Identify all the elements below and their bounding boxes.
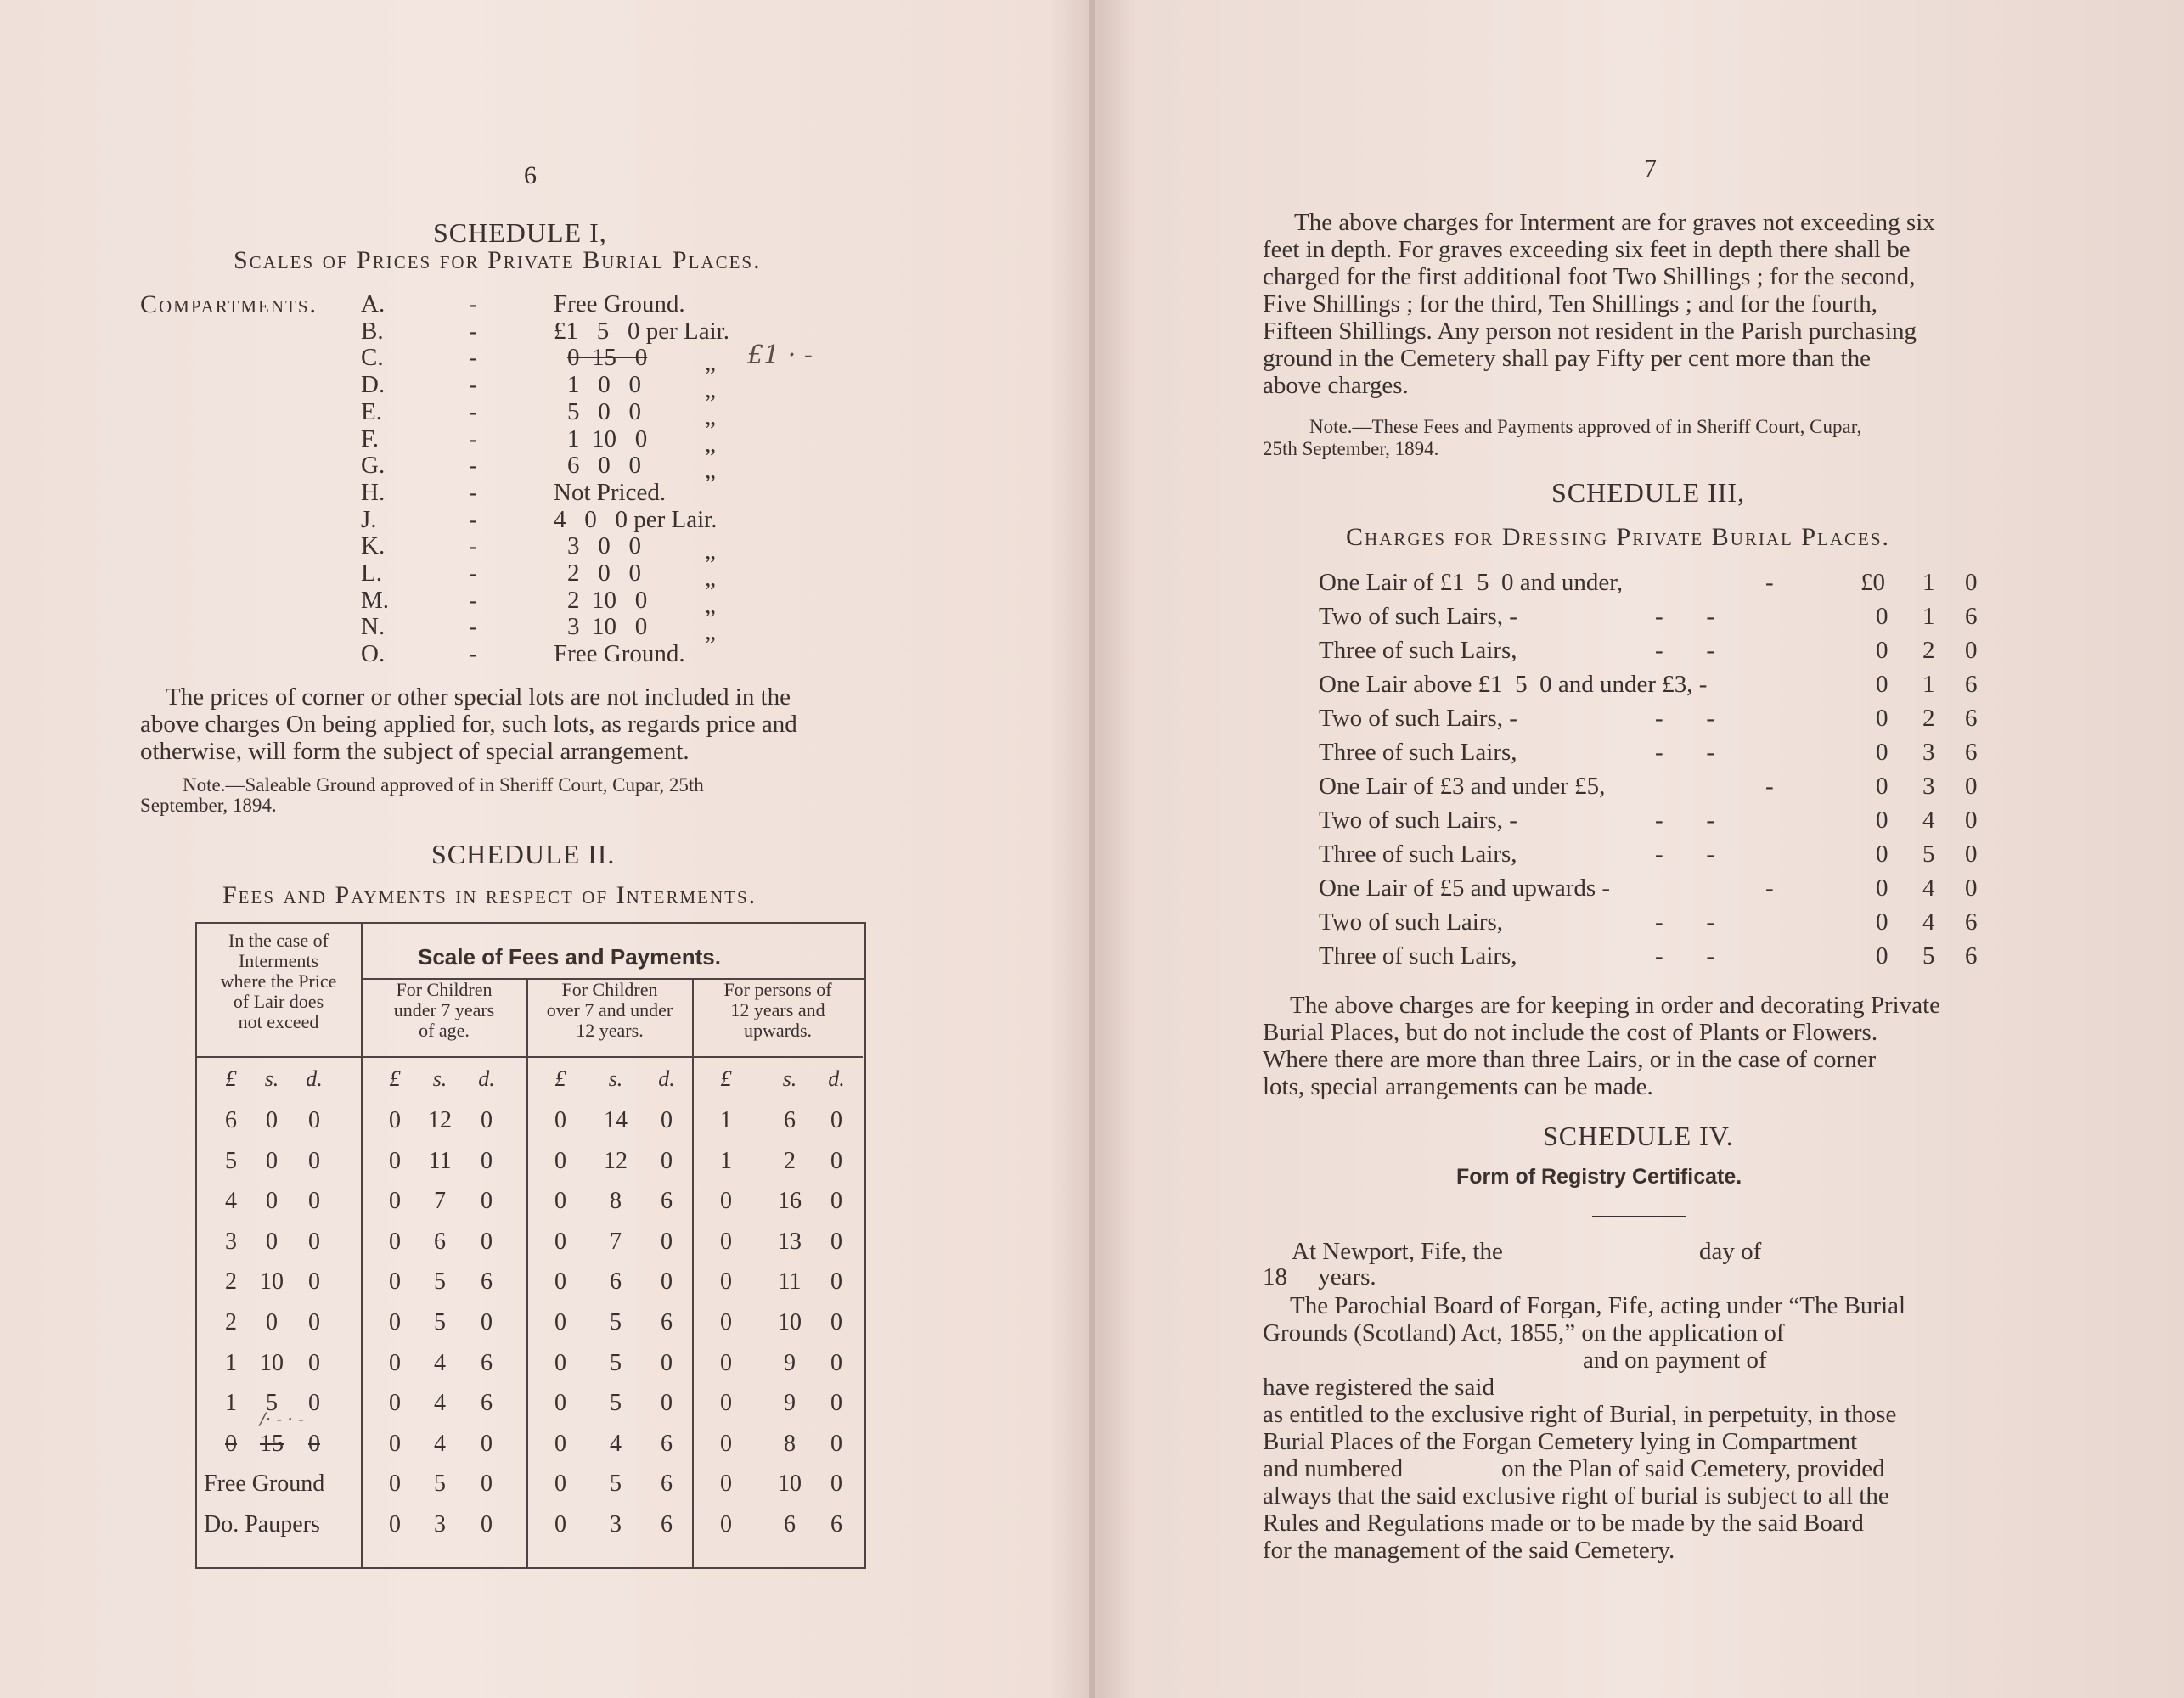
adult-fee-cell: 0	[720, 1431, 732, 1457]
c12-fee-cell: 4	[610, 1431, 622, 1457]
c7-fee-cell: 5	[434, 1470, 446, 1497]
lair-price-cell: 1	[225, 1350, 237, 1376]
c7-fee-cell: 4	[434, 1431, 446, 1457]
compartment-price: 1 10 0	[567, 425, 648, 453]
adult-fee-cell: 10	[778, 1309, 802, 1335]
adult-fee-cell: 9	[784, 1350, 796, 1376]
compartment-letter: E.	[361, 398, 382, 425]
dressing-label: One Lair of £3 and under £5,	[1319, 773, 1606, 800]
c7-fee-cell: 0	[389, 1309, 401, 1335]
compartment-dash: -	[469, 371, 477, 398]
c7-fee-cell: 0	[389, 1148, 401, 1174]
lair-price-cell: 0	[308, 1431, 320, 1457]
adult-fee-cell: 0	[720, 1188, 732, 1214]
leader-dashes: - -	[1655, 705, 1715, 732]
c12-fee-cell: 6	[661, 1511, 673, 1538]
c7-fee-cell: 0	[481, 1431, 493, 1457]
c7-fee-cell: 0	[481, 1188, 493, 1214]
intro-paragraph: feet in depth. For graves exceeding six feet in depth there shall be charged for the first additional foot Two Shillings ; for the second, Five Shillings ; for the third, Ten Shillings ; and for the fourth, Fifteen Shillings. Any person not resident in the Parish purchasing ground in the Cemetery shall pay Fifty per cent more than the above charges.	[1263, 236, 1917, 399]
compartment-price: 3 0 0	[567, 532, 641, 559]
c12-fee-cell: 0	[661, 1390, 673, 1416]
lair-price-cell: 0	[308, 1268, 320, 1295]
c7-fee-cell: 0	[481, 1470, 493, 1497]
lair-price-cell: 0	[266, 1148, 278, 1174]
compartments-label: Compartments.	[140, 290, 318, 318]
row-label: Free Ground	[204, 1470, 325, 1497]
adult-fee-cell: 0	[830, 1148, 842, 1174]
c7-fee-cell: 7	[434, 1188, 446, 1214]
compartment-price: 2 10 0	[567, 587, 648, 614]
ditto-mark: „	[705, 403, 716, 430]
dressing-label: Three of such Lairs,	[1319, 841, 1517, 868]
compartment-price: Not Priced.	[554, 479, 667, 506]
dressing-amount: 2	[1922, 637, 1935, 664]
dressing-amount: 6	[1965, 942, 1978, 970]
c12-fee-cell: 6	[610, 1268, 622, 1295]
adult-fee-cell: 0	[830, 1390, 842, 1416]
ditto-mark: „	[705, 376, 716, 403]
unit-label: £	[389, 1066, 401, 1091]
c7-fee-cell: 5	[434, 1309, 446, 1335]
c7-fee-cell: 4	[434, 1390, 446, 1416]
leader-dashes: - -	[1655, 807, 1715, 834]
lair-price-cell: 10	[260, 1268, 284, 1295]
lair-price-cell: 5	[266, 1390, 278, 1416]
lair-price-cell: 0	[225, 1431, 237, 1457]
c12-fee-cell: 0	[554, 1470, 566, 1497]
adult-fee-cell: 1	[720, 1148, 732, 1174]
adult-fee-cell: 0	[720, 1470, 732, 1497]
ditto-mark: „	[705, 565, 716, 592]
compartment-price: £1 5 0 per Lair.	[554, 318, 729, 345]
lair-price-cell: 0	[308, 1390, 320, 1416]
adult-fee-cell: 8	[784, 1431, 796, 1457]
scale-header: Scale of Fees and Payments.	[418, 944, 721, 970]
c7-fee-cell: 12	[428, 1107, 452, 1133]
dressing-amount: 6	[1965, 739, 1978, 766]
unit-label: s.	[782, 1066, 797, 1091]
lair-price-cell: 0	[308, 1350, 320, 1376]
para-line: above charges On being applied for, such lots, as regards price and	[140, 711, 797, 738]
adult-fee-cell: 2	[784, 1148, 796, 1174]
dressing-amount: 0	[1876, 841, 1888, 868]
adult-fee-cell: 0	[720, 1350, 732, 1376]
dressing-label: One Lair of £1 5 0 and under,	[1319, 569, 1624, 596]
handwritten-correction: £1 · -	[747, 340, 813, 370]
compartment-price: 3 10 0	[567, 613, 648, 640]
c12-fee-cell: 0	[661, 1229, 673, 1255]
c12-fee-cell: 5	[610, 1470, 622, 1497]
dressing-label: One Lair above £1 5 0 and under £3, -	[1319, 671, 1708, 698]
schedule-3-subtitle: Charges for Dressing Private Burial Places.	[1346, 523, 1891, 551]
ditto-mark: „	[705, 349, 716, 376]
ditto-mark: „	[705, 430, 716, 458]
adult-fee-cell: 0	[720, 1511, 732, 1538]
leader-dashes: - -	[1655, 908, 1715, 936]
c12-fee-cell: 6	[661, 1431, 673, 1457]
adult-fee-cell: 1	[720, 1107, 732, 1133]
adult-fee-cell: 11	[778, 1268, 802, 1295]
c12-fee-cell: 0	[554, 1229, 566, 1255]
compartment-letter: D.	[361, 371, 386, 398]
adult-fee-cell: 0	[720, 1268, 732, 1295]
schedule-1-subtitle: Scales of Prices for Private Burial Places.	[234, 246, 762, 274]
adult-fee-cell: 0	[830, 1188, 842, 1214]
adult-fee-cell: 6	[784, 1511, 796, 1538]
adult-fee-cell: 0	[830, 1431, 842, 1457]
schedule-3-paragraph-first: The above charges are for keeping in order and decorating Private	[1290, 992, 1941, 1019]
dressing-amount: 0	[1965, 841, 1978, 868]
c7-fee-cell: 6	[481, 1390, 493, 1416]
lair-price-cell: 0	[308, 1107, 320, 1133]
adult-fee-cell: 6	[830, 1511, 842, 1538]
c7-fee-cell: 0	[389, 1511, 401, 1538]
compartment-letter: G.	[361, 452, 386, 479]
compartment-letter: O.	[361, 640, 386, 667]
c12-fee-cell: 0	[554, 1148, 566, 1174]
dressing-amount: 4	[1922, 807, 1935, 834]
c7-fee-cell: 0	[389, 1390, 401, 1416]
certificate-line: and numbered on the Plan of said Cemetery, provided	[1263, 1455, 1885, 1482]
c7-fee-cell: 3	[434, 1511, 446, 1538]
adult-fee-cell: 13	[778, 1229, 802, 1255]
compartment-letter: N.	[361, 613, 386, 640]
row-label: Do. Paupers	[204, 1511, 320, 1538]
lair-price-cell: 0	[266, 1188, 278, 1214]
certificate-line: and on payment of	[1583, 1347, 1767, 1374]
dressing-amount: 5	[1922, 841, 1935, 868]
c12-fee-cell: 0	[554, 1188, 566, 1214]
dressing-amount: 3	[1922, 773, 1935, 800]
lair-price-cell: 0	[308, 1148, 320, 1174]
compartment-letter: F.	[361, 425, 380, 453]
certificate-line: have registered the said	[1263, 1374, 1494, 1401]
lair-price-cell: 3	[225, 1229, 237, 1255]
compartment-letter: C.	[361, 344, 384, 371]
c12-fee-cell: 0	[554, 1511, 566, 1538]
adult-fee-cell: 0	[830, 1309, 842, 1335]
c12-fee-cell: 0	[554, 1107, 566, 1133]
c12-fee-cell: 0	[661, 1148, 673, 1174]
c12-fee-cell: 0	[661, 1268, 673, 1295]
compartment-dash: -	[469, 587, 477, 614]
leader-dashes: - -	[1655, 637, 1715, 664]
dressing-amount: 6	[1965, 705, 1978, 732]
schedule-4-subtitle: Form of Registry Certificate.	[1456, 1165, 1742, 1189]
certificate-line-1-right: day of	[1699, 1238, 1762, 1265]
leader-dashes: -	[1765, 773, 1774, 800]
compartment-letter: L.	[361, 559, 382, 587]
lair-price-cell: 1	[225, 1390, 237, 1416]
c7-fee-cell: 0	[481, 1107, 493, 1133]
lair-price-cell: 4	[225, 1188, 237, 1214]
dressing-amount: 1	[1922, 671, 1935, 698]
compartment-price: 2 0 0	[567, 559, 641, 587]
adult-fee-cell: 9	[784, 1390, 796, 1416]
lair-price-cell: 0	[266, 1107, 278, 1133]
dressing-amount: 1	[1922, 569, 1935, 596]
c7-fee-cell: 0	[389, 1470, 401, 1497]
c12-fee-cell: 0	[661, 1350, 673, 1376]
dressing-amount: 5	[1922, 942, 1935, 970]
dressing-amount: £0	[1860, 569, 1885, 596]
unit-label: d.	[478, 1066, 495, 1091]
unit-label: d.	[306, 1066, 323, 1091]
fees-note-2: 25th September, 1894.	[1263, 438, 1439, 459]
c12-fee-cell: 12	[604, 1148, 628, 1174]
adult-fee-cell: 6	[784, 1107, 796, 1133]
compartment-letter: M.	[361, 587, 390, 614]
dressing-amount: 0	[1965, 773, 1978, 800]
dressing-label: Two of such Lairs, -	[1319, 807, 1517, 834]
adult-fee-cell: 0	[720, 1309, 732, 1335]
schedule-4-title: SCHEDULE IV.	[1543, 1121, 1734, 1151]
compartment-letter: B.	[361, 318, 384, 345]
c7-fee-cell: 0	[389, 1107, 401, 1133]
unit-label: s.	[608, 1066, 623, 1091]
handwritten-correction: /· - · -	[259, 1408, 305, 1429]
unit-label: £	[720, 1066, 732, 1091]
compartment-price: Free Ground.	[554, 290, 685, 318]
compartment-price: 0 15 0	[567, 344, 648, 371]
certificate-line-2: 18 years.	[1263, 1263, 1376, 1290]
lair-price-cell: 6	[225, 1107, 237, 1133]
ditto-mark: „	[705, 537, 716, 565]
dressing-amount: 6	[1965, 603, 1978, 630]
c7-fee-cell: 0	[481, 1511, 493, 1538]
dressing-amount: 0	[1965, 637, 1978, 664]
c7-fee-cell: 0	[389, 1188, 401, 1214]
leader-dashes: - -	[1655, 942, 1715, 970]
dressing-label: Two of such Lairs, -	[1319, 603, 1517, 630]
leader-dashes: -	[1765, 874, 1774, 902]
c12-fee-cell: 8	[610, 1188, 622, 1214]
divider-rule	[1592, 1216, 1686, 1217]
c12-fee-cell: 0	[554, 1350, 566, 1376]
c7-fee-cell: 0	[389, 1229, 401, 1255]
lair-price-cell: 2	[225, 1268, 237, 1295]
dressing-amount: 6	[1965, 671, 1978, 698]
left-page	[0, 0, 1089, 1698]
leader-dashes: - -	[1655, 739, 1715, 766]
schedule-2-title: SCHEDULE II.	[431, 839, 616, 869]
unit-label: d.	[658, 1066, 675, 1091]
adult-fee-cell: 0	[830, 1350, 842, 1376]
dressing-amount: 4	[1922, 874, 1935, 902]
certificate-line: Grounds (Scotland) Act, 1855,” on the application of	[1263, 1319, 1785, 1347]
lair-price-header: In the case of Interments where the Price of Lair does not exceed	[220, 930, 337, 1032]
note-line: September, 1894.	[140, 795, 277, 816]
dressing-amount: 0	[1876, 874, 1888, 902]
c7-fee-cell: 5	[434, 1268, 446, 1295]
dressing-label: Three of such Lairs,	[1319, 637, 1517, 664]
compartment-dash: -	[469, 506, 477, 533]
leader-dashes: - -	[1655, 841, 1715, 868]
c12-fee-cell: 0	[554, 1309, 566, 1335]
adult-fee-cell: 10	[778, 1470, 802, 1497]
c12-fee-cell: 14	[604, 1107, 628, 1133]
certificate-line: always that the said exclusive right of burial is subject to all the	[1263, 1482, 1889, 1510]
c7-fee-cell: 11	[428, 1148, 452, 1174]
schedule-1-note-2	[140, 795, 277, 817]
dressing-amount: 0	[1876, 807, 1888, 834]
schedule-3-paragraph: Burial Places, but do not include the cost of Plants or Flowers. Where there are more than three Lairs, or in the case of corner lots, special arrangements can be made.	[1263, 1019, 1878, 1100]
lair-price-cell: 15	[260, 1431, 284, 1457]
lair-price-cell: 0	[308, 1309, 320, 1335]
certificate-line: as entitled to the exclusive right of Burial, in perpetuity, in those	[1263, 1401, 1897, 1428]
dressing-amount: 0	[1965, 874, 1978, 902]
schedule-1-paragraph	[166, 683, 930, 711]
compartment-dash: -	[469, 398, 477, 425]
c7-fee-cell: 4	[434, 1350, 446, 1376]
compartment-dash: -	[469, 318, 477, 345]
dressing-amount: 0	[1876, 908, 1888, 936]
ditto-mark: „	[705, 592, 716, 619]
c12-fee-cell: 6	[661, 1470, 673, 1497]
c7-fee-cell: 0	[481, 1229, 493, 1255]
lair-price-cell: 0	[266, 1229, 278, 1255]
c12-fee-cell: 7	[610, 1229, 622, 1255]
compartment-letter: A.	[361, 290, 386, 318]
certificate-line: for the management of the said Cemetery.	[1263, 1537, 1675, 1564]
compartment-price: 4 0 0 per Lair.	[554, 506, 718, 533]
lair-price-cell: 10	[260, 1350, 284, 1376]
compartment-dash: -	[469, 613, 477, 640]
unit-label: £	[225, 1066, 237, 1091]
dressing-amount: 3	[1922, 739, 1935, 766]
c12-fee-cell: 6	[661, 1188, 673, 1214]
schedule-1-note	[183, 774, 947, 796]
ditto-mark: „	[705, 618, 716, 645]
certificate-line: Rules and Regulations made or to be made by the said Board	[1263, 1510, 1864, 1537]
unit-label: £	[554, 1066, 566, 1091]
dressing-amount: 0	[1876, 637, 1888, 664]
dressing-amount: 4	[1922, 908, 1935, 936]
c12-fee-cell: 5	[610, 1350, 622, 1376]
adult-fee-cell: 0	[720, 1229, 732, 1255]
adult-fee-cell: 0	[830, 1229, 842, 1255]
compartment-dash: -	[469, 559, 477, 587]
dressing-label: Three of such Lairs,	[1319, 942, 1517, 970]
ditto-mark: „	[705, 457, 716, 484]
schedule-3-title: SCHEDULE III,	[1551, 477, 1746, 508]
dressing-label: One Lair of £5 and upwards -	[1319, 874, 1611, 902]
fees-note: Note.—These Fees and Payments approved of in Sheriff Court, Cupar,	[1309, 416, 1862, 437]
dressing-amount: 6	[1965, 908, 1978, 936]
c12-fee-cell: 0	[554, 1268, 566, 1295]
dressing-label: Two of such Lairs,	[1319, 908, 1504, 936]
adult-fee-cell: 0	[830, 1470, 842, 1497]
compartment-dash: -	[469, 479, 477, 506]
unit-label: s.	[432, 1066, 447, 1091]
unit-label: s.	[264, 1066, 279, 1091]
schedule-1-title: SCHEDULE I,	[433, 217, 607, 248]
note-line: Note.—Saleable Ground approved of in Sheriff Court, Cupar, 25th	[183, 774, 704, 796]
dressing-amount: 0	[1876, 671, 1888, 698]
dressing-amount: 1	[1922, 603, 1935, 630]
compartment-dash: -	[469, 640, 477, 667]
compartment-dash: -	[469, 425, 477, 453]
c7-fee-cell: 6	[481, 1268, 493, 1295]
compartment-letter: H.	[361, 479, 386, 506]
page-number: 7	[1644, 155, 1657, 183]
dressing-amount: 0	[1965, 807, 1978, 834]
unit-label: d.	[828, 1066, 845, 1091]
schedule-2-subtitle: Fees and Payments in respect of Interments.	[222, 881, 757, 909]
compartment-dash: -	[469, 344, 477, 371]
dressing-amount: 0	[1876, 705, 1888, 732]
intro-paragraph-first: The above charges for Interment are for graves not exceeding six	[1294, 209, 1935, 236]
compartment-price: 5 0 0	[567, 398, 641, 425]
dressing-amount: 0	[1876, 739, 1888, 766]
lair-price-cell: 5	[225, 1148, 237, 1174]
certificate-line-1-left: At Newport, Fife, the	[1292, 1238, 1503, 1265]
children-under-7-header: For Children under 7 years of age.	[393, 979, 495, 1041]
children-7-to-12-header: For Children over 7 and under 12 years.	[546, 979, 673, 1041]
adults-header: For persons of 12 years and upwards.	[723, 979, 832, 1041]
adult-fee-cell: 0	[830, 1268, 842, 1295]
compartment-dash: -	[469, 290, 477, 318]
right-page	[1095, 0, 2184, 1698]
compartment-letter: K.	[361, 532, 386, 559]
c7-fee-cell: 0	[389, 1268, 401, 1295]
compartment-price: 6 0 0	[567, 452, 641, 479]
c7-fee-cell: 0	[389, 1350, 401, 1376]
compartment-letter: J.	[361, 506, 377, 533]
dressing-amount: 0	[1876, 603, 1888, 630]
page-number: 6	[524, 161, 537, 189]
dressing-label: Two of such Lairs, -	[1319, 705, 1517, 732]
dressing-amount: 0	[1876, 942, 1888, 970]
c12-fee-cell: 3	[610, 1511, 622, 1538]
compartment-price: 1 0 0	[567, 371, 641, 398]
c12-fee-cell: 0	[554, 1390, 566, 1416]
compartment-dash: -	[469, 452, 477, 479]
c12-fee-cell: 5	[610, 1390, 622, 1416]
schedule-1-paragraph-2	[140, 711, 938, 765]
leader-dashes: -	[1765, 569, 1774, 596]
adult-fee-cell: 16	[778, 1188, 802, 1214]
adult-fee-cell: 0	[830, 1107, 842, 1133]
c12-fee-cell: 0	[554, 1431, 566, 1457]
c7-fee-cell: 0	[389, 1431, 401, 1457]
para-line: otherwise, will form the subject of special arrangement.	[140, 738, 690, 765]
dressing-amount: 0	[1965, 569, 1978, 596]
lair-price-cell: 0	[308, 1188, 320, 1214]
dressing-amount: 2	[1922, 705, 1935, 732]
c7-fee-cell: 0	[481, 1309, 493, 1335]
certificate-line: The Parochial Board of Forgan, Fife, acting under “The Burial	[1290, 1292, 1906, 1319]
certificate-line: Burial Places of the Forgan Cemetery lying in Compartment	[1263, 1428, 1858, 1455]
lair-price-cell: 0	[266, 1309, 278, 1335]
c12-fee-cell: 0	[661, 1107, 673, 1133]
compartment-dash: -	[469, 532, 477, 559]
c7-fee-cell: 6	[481, 1350, 493, 1376]
dressing-amount: 0	[1876, 773, 1888, 800]
adult-fee-cell: 0	[720, 1390, 732, 1416]
c12-fee-cell: 6	[661, 1309, 673, 1335]
c7-fee-cell: 0	[481, 1148, 493, 1174]
lair-price-cell: 2	[225, 1309, 237, 1335]
c7-fee-cell: 6	[434, 1229, 446, 1255]
leader-dashes: - -	[1655, 603, 1715, 630]
compartment-price: Free Ground.	[554, 640, 685, 667]
lair-price-cell: 0	[308, 1229, 320, 1255]
c12-fee-cell: 5	[610, 1309, 622, 1335]
para-line: The prices of corner or other special lots are not included in the	[166, 683, 791, 711]
dressing-label: Three of such Lairs,	[1319, 739, 1517, 766]
